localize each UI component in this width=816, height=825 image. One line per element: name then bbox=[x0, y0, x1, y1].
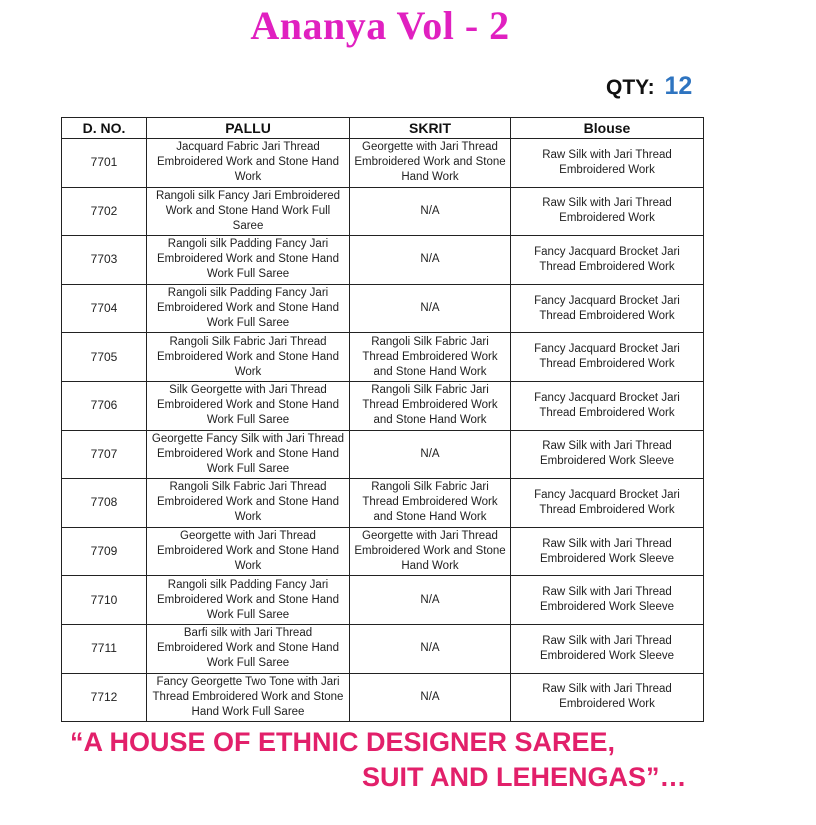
pallu-cell: Fancy Georgette Two Tone with Jari Thread Embroidered Work and Stone Hand Work Full Saree bbox=[147, 673, 350, 722]
quantity-label bbox=[606, 72, 692, 101]
table-row bbox=[62, 430, 704, 479]
skrit-cell: N/A bbox=[350, 187, 511, 236]
blouse-cell: Raw Silk with Jari Thread Embroidered Work Sleeve bbox=[511, 527, 704, 576]
blouse-cell: Fancy Jacquard Brocket Jari Thread Embroidered Work bbox=[511, 479, 704, 528]
table-row bbox=[62, 139, 704, 188]
table-row bbox=[62, 624, 704, 673]
table-row bbox=[62, 333, 704, 382]
qty-value: 12 bbox=[664, 72, 693, 100]
design-number-cell: 7708 bbox=[62, 479, 147, 528]
blouse-cell: Raw Silk with Jari Thread Embroidered Work bbox=[511, 673, 704, 722]
table-row bbox=[62, 673, 704, 722]
skrit-cell: Georgette with Jari Thread Embroidered Work and Stone Hand Work bbox=[350, 139, 511, 188]
header-pallu: PALLU bbox=[147, 118, 350, 139]
skrit-cell: Rangoli Silk Fabric Jari Thread Embroidered Work and Stone Hand Work bbox=[350, 381, 511, 430]
blouse-cell: Fancy Jacquard Brocket Jari Thread Embroidered Work bbox=[511, 236, 704, 285]
pallu-cell: Barfi silk with Jari Thread Embroidered Work and Stone Hand Work Full Saree bbox=[147, 624, 350, 673]
skrit-cell: N/A bbox=[350, 430, 511, 479]
design-number-cell: 7712 bbox=[62, 673, 147, 722]
skrit-cell: N/A bbox=[350, 576, 511, 625]
blouse-cell: Fancy Jacquard Brocket Jari Thread Embroidered Work bbox=[511, 333, 704, 382]
table-row bbox=[62, 284, 704, 333]
blouse-cell: Raw Silk with Jari Thread Embroidered Work Sleeve bbox=[511, 576, 704, 625]
pallu-cell: Rangoli silk Padding Fancy Jari Embroidered Work and Stone Hand Work Full Saree bbox=[147, 236, 350, 285]
table-row bbox=[62, 576, 704, 625]
pallu-cell: Silk Georgette with Jari Thread Embroidered Work and Stone Hand Work Full Saree bbox=[147, 381, 350, 430]
design-number-cell: 7702 bbox=[62, 187, 147, 236]
table-row bbox=[62, 381, 704, 430]
page-title: Ananya Vol - 2 bbox=[250, 3, 510, 48]
table-row bbox=[62, 527, 704, 576]
pallu-cell: Georgette with Jari Thread Embroidered Work and Stone Hand Work bbox=[147, 527, 350, 576]
header-skrit: SKRIT bbox=[350, 118, 511, 139]
header-dno: D. NO. bbox=[62, 118, 147, 139]
skrit-cell: Georgette with Jari Thread Embroidered Work and Stone Hand Work bbox=[350, 527, 511, 576]
skrit-cell: N/A bbox=[350, 673, 511, 722]
blouse-cell: Fancy Jacquard Brocket Jari Thread Embroidered Work bbox=[511, 381, 704, 430]
qty-caption: QTY: bbox=[606, 76, 655, 99]
skrit-cell: N/A bbox=[350, 624, 511, 673]
table-row bbox=[62, 236, 704, 285]
pallu-cell: Rangoli silk Padding Fancy Jari Embroidered Work and Stone Hand Work Full Saree bbox=[147, 284, 350, 333]
design-number-cell: 7705 bbox=[62, 333, 147, 382]
design-number-cell: 7701 bbox=[62, 139, 147, 188]
blouse-cell: Raw Silk with Jari Thread Embroidered Work Sleeve bbox=[511, 624, 704, 673]
blouse-cell: Raw Silk with Jari Thread Embroidered Work Sleeve bbox=[511, 430, 704, 479]
table-header-row bbox=[62, 118, 704, 139]
tagline-line-2: SUIT AND LEHENGAS”… bbox=[362, 762, 687, 792]
design-number-cell: 7706 bbox=[62, 381, 147, 430]
pallu-cell: Rangoli Silk Fabric Jari Thread Embroidered Work and Stone Hand Work bbox=[147, 479, 350, 528]
blouse-cell: Fancy Jacquard Brocket Jari Thread Embroidered Work bbox=[511, 284, 704, 333]
skrit-cell: Rangoli Silk Fabric Jari Thread Embroidered Work and Stone Hand Work bbox=[350, 333, 511, 382]
table-row bbox=[62, 479, 704, 528]
design-table bbox=[61, 117, 704, 722]
skrit-cell: N/A bbox=[350, 236, 511, 285]
design-number-cell: 7711 bbox=[62, 624, 147, 673]
table-row bbox=[62, 187, 704, 236]
skrit-cell: N/A bbox=[350, 284, 511, 333]
blouse-cell: Raw Silk with Jari Thread Embroidered Work bbox=[511, 139, 704, 188]
design-number-cell: 7703 bbox=[62, 236, 147, 285]
table-body bbox=[62, 139, 704, 722]
design-number-cell: 7704 bbox=[62, 284, 147, 333]
pallu-cell: Georgette Fancy Silk with Jari Thread Embroidered Work and Stone Hand Work Full Saree bbox=[147, 430, 350, 479]
header-blouse: Blouse bbox=[511, 118, 704, 139]
design-number-cell: 7707 bbox=[62, 430, 147, 479]
pallu-cell: Rangoli silk Fancy Jari Embroidered Work and Stone Hand Work Full Saree bbox=[147, 187, 350, 236]
design-number-cell: 7710 bbox=[62, 576, 147, 625]
pallu-cell: Rangoli silk Padding Fancy Jari Embroidered Work and Stone Hand Work Full Saree bbox=[147, 576, 350, 625]
design-number-cell: 7709 bbox=[62, 527, 147, 576]
tagline-line-1: “A HOUSE OF ETHNIC DESIGNER SAREE, bbox=[70, 727, 616, 757]
blouse-cell: Raw Silk with Jari Thread Embroidered Work bbox=[511, 187, 704, 236]
pallu-cell: Rangoli Silk Fabric Jari Thread Embroidered Work and Stone Hand Work bbox=[147, 333, 350, 382]
skrit-cell: Rangoli Silk Fabric Jari Thread Embroidered Work and Stone Hand Work bbox=[350, 479, 511, 528]
pallu-cell: Jacquard Fabric Jari Thread Embroidered Work and Stone Hand Work bbox=[147, 139, 350, 188]
